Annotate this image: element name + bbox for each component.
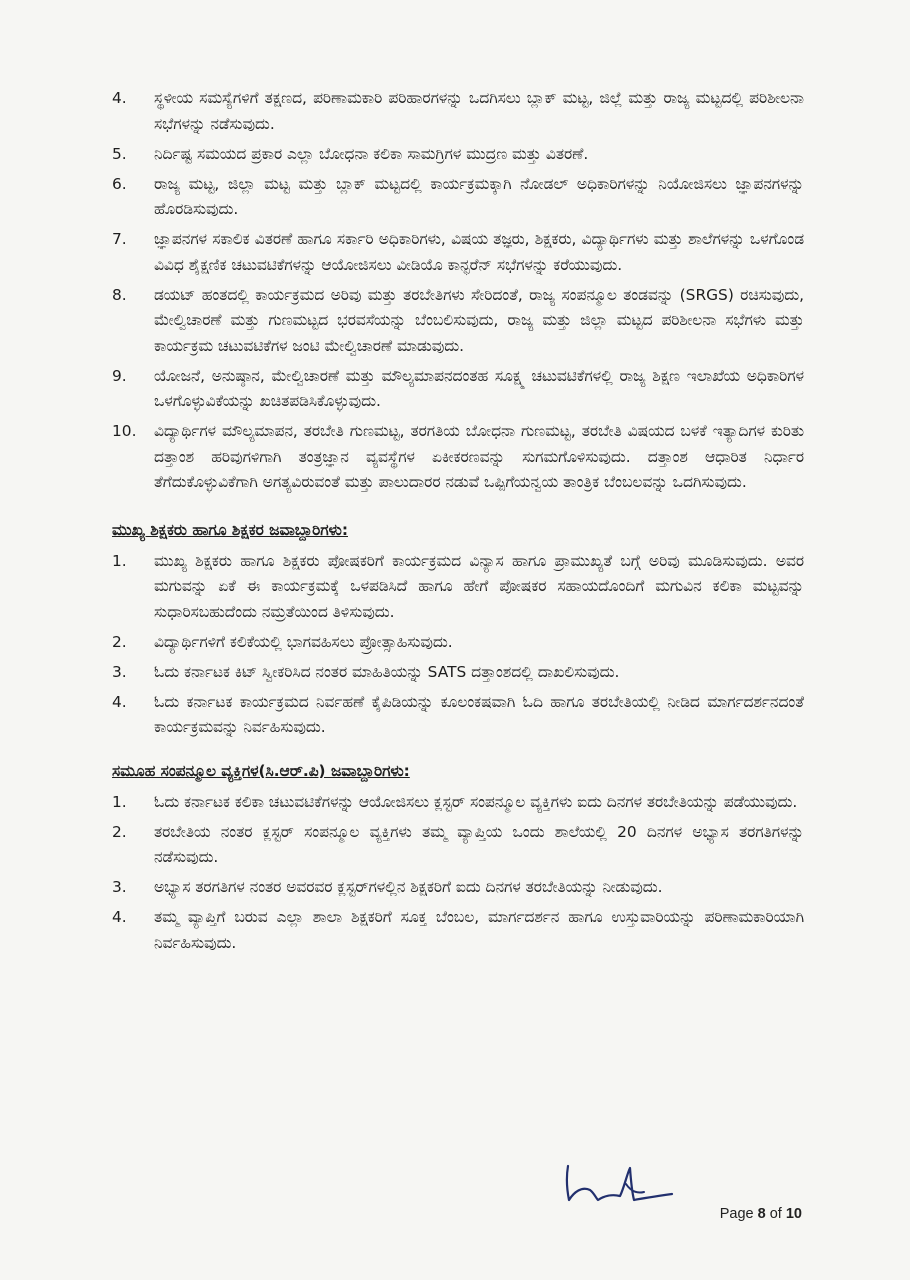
item-number: 10.	[112, 422, 137, 440]
list-item	[112, 227, 804, 278]
list-item	[112, 690, 804, 741]
item-text: ಮುಖ್ಯ ಶಿಕ್ಷಕರು ಹಾಗೂ ಶಿಕ್ಷಕರು ಪೋಷಕರಿಗೆ ಕಾರ್ಯಕ್ರಮದ ವಿನ್ಯಾಸ ಹಾಗೂ ಪ್ರಾಮುಖ್ಯತೆ ಬಗ್ಗೆ ಅರಿವು ಮೂಡಿಸುವುದು. ಅವರ ಮಗುವನ್ನು ಏಕೆ ಈ ಕಾರ್ಯಕ್ರಮಕ್ಕೆ ಒಳಪಡಿಸಿದೆ ಹಾಗೂ ಹೇಗೆ ಪೋಷಕರ ಸಹಾಯದೊಂದಿಗೆ ಮಗುವಿನ ಕಲಿಕಾ ಮಟ್ಟವನ್ನು ಸುಧಾರಿಸಬಹುದೆಂದು ನಮ್ರತೆಯಿಂದ ತಿಳಿಸುವುದು.	[154, 551, 804, 621]
section-heading-teachers: ಮುಖ್ಯ ಶಿಕ್ಷಕರು ಹಾಗೂ ಶಿಕ್ಷಕರ ಜವಾಬ್ದಾರಿಗಳು:	[112, 520, 348, 539]
page-content	[112, 86, 804, 961]
item-text: ತರಬೇತಿಯ ನಂತರ ಕ್ಲಸ್ಟರ್ ಸಂಪನ್ಮೂಲ ವ್ಯಕ್ತಿಗಳು ತಮ್ಮ ವ್ಯಾಪ್ತಿಯ ಒಂದು ಶಾಲೆಯಲ್ಲಿ 20 ದಿನಗಳ ಅಭ್ಯಾಸ ತರಗತಿಗಳನ್ನು ನಡೆಸುವುದು.	[154, 822, 804, 866]
item-text: ನಿರ್ದಿಷ್ಟ ಸಮಯದ ಪ್ರಕಾರ ಎಲ್ಲಾ ಬೋಧನಾ ಕಲಿಕಾ ಸಾಮಗ್ರಿಗಳ ಮುದ್ರಣ ಮತ್ತು ವಿತರಣೆ.	[154, 144, 589, 163]
list-item	[112, 630, 804, 656]
page-number-footer	[720, 1206, 802, 1222]
current-page-number: 8	[757, 1206, 766, 1222]
item-text: ವಿದ್ಯಾರ್ಥಿಗಳ ಮೌಲ್ಯಮಾಪನ, ತರಬೇತಿ ಗುಣಮಟ್ಟ, ತರಗತಿಯ ಬೋಧನಾ ಗುಣಮಟ್ಟ, ತರಬೇತಿ ವಿಷಯದ ಬಳಕೆ ಇತ್ಯಾದಿಗಳ ಕುರಿತು ದತ್ತಾಂಶ ಹರಿವುಗಳಿಗಾಗಿ ತಂತ್ರಜ್ಞಾನ ವ್ಯವಸ್ಥೆಗಳ ಏಕೀಕರಣವನ್ನು ಸುಗಮಗೊಳಿಸುವುದು. ದತ್ತಾಂಶ ಆಧಾರಿತ ನಿರ್ಧಾರ ತೆಗೆದುಕೊಳ್ಳುವಿಕೆಗಾಗಿ ಅಗತ್ಯವಿರುವಂತೆ ಮತ್ತು ಪಾಲುದಾರರ ನಡುವೆ ಒಪ್ಪಿಗೆಯನ್ವಯ ತಾಂತ್ರಿಕ ಬೆಂಬಲವನ್ನು ಒದಗಿಸುವುದು.	[154, 422, 804, 491]
item-number: 2.	[112, 632, 127, 651]
list-item	[112, 172, 804, 223]
item-text: ಸ್ಥಳೀಯ ಸಮಸ್ಯೆಗಳಿಗೆ ತಕ್ಷಣದ, ಪರಿಣಾಮಕಾರಿ ಪರಿಹಾರಗಳನ್ನು ಒದಗಿಸಲು ಬ್ಲಾಕ್ ಮಟ್ಟ, ಜಿಲ್ಲೆ ಮತ್ತು ರಾಜ್ಯ ಮಟ್ಟದಲ್ಲಿ ಪರಿಶೀಲನಾ ಸಭೆಗಳನ್ನು ನಡೆಸುವುದು.	[154, 89, 804, 133]
item-text: ರಾಜ್ಯ ಮಟ್ಟ, ಜಿಲ್ಲಾ ಮಟ್ಟ ಮತ್ತು ಬ್ಲಾಕ್ ಮಟ್ಟದಲ್ಲಿ ಕಾರ್ಯಕ್ರಮಕ್ಕಾಗಿ ನೋಡಲ್ ಅಧಿಕಾರಿಗಳನ್ನು ನಿಯೋಜಿಸಲು ಜ್ಞಾಪನಗಳನ್ನು ಹೊರಡಿಸುವುದು.	[154, 174, 804, 218]
section-heading-crp: ಸಮೂಹ ಸಂಪನ್ಮೂಲ ವ್ಯಕ್ತಿಗಳ(ಸಿ.ಆರ್.ಪಿ) ಜವಾಬ್ದಾರಿಗಳು:	[112, 761, 410, 780]
item-number: 5.	[112, 144, 127, 163]
list-item	[112, 419, 804, 496]
handwritten-signature-icon	[560, 1160, 680, 1214]
page-word: Page	[719, 1206, 754, 1222]
list-item	[112, 142, 804, 168]
item-number: 4.	[112, 692, 127, 711]
item-text: ಡಯಟ್ ಹಂತದಲ್ಲಿ ಕಾರ್ಯಕ್ರಮದ ಅರಿವು ಮತ್ತು ತರಬೇತಿಗಳು ಸೇರಿದಂತೆ, ರಾಜ್ಯ ಸಂಪನ್ಮೂಲ ತಂಡವನ್ನು (SRGS) ರಚಿಸುವುದು, ಮೇಲ್ವಿಚಾರಣೆ ಮತ್ತು ಗುಣಮಟ್ಟದ ಭರವಸೆಯನ್ನು ಬೆಂಬಲಿಸುವುದು, ರಾಜ್ಯ ಮತ್ತು ಜಿಲ್ಲಾ ಮಟ್ಟದ ಪರಿಶೀಲನಾ ಸಭೆಗಳು ಮತ್ತು ಕಾರ್ಯಕ್ರಮ ಚಟುವಟಿಕೆಗಳ ಜಂಟಿ ಮೇಲ್ವಿಚಾರಣೆ ಮಾಡುವುದು.	[154, 285, 804, 355]
of-word: of	[769, 1206, 782, 1222]
item-text: ತಮ್ಮ ವ್ಯಾಪ್ತಿಗೆ ಬರುವ ಎಲ್ಲಾ ಶಾಲಾ ಶಿಕ್ಷಕರಿಗೆ ಸೂಕ್ತ ಬೆಂಬಲ, ಮಾರ್ಗದರ್ಶನ ಹಾಗೂ ಉಸ್ತುವಾರಿಯನ್ನು ಪರಿಣಾಮಕಾರಿಯಾಗಿ ನಿರ್ವಹಿಸುವುದು.	[154, 908, 804, 952]
list-item	[112, 86, 804, 137]
list-item	[112, 283, 804, 360]
item-text: ಓದು ಕರ್ನಾಟಕ ಕಾರ್ಯಕ್ರಮದ ನಿರ್ವಹಣೆ ಕೈಪಿಡಿಯನ್ನು ಕೂಲಂಕಷವಾಗಿ ಓದಿ ಹಾಗೂ ತರಬೇತಿಯಲ್ಲಿ ನೀಡಿದ ಮಾರ್ಗದರ್ಶನದಂತೆ ಕಾರ್ಯಕ್ರಮವನ್ನು ನಿರ್ವಹಿಸುವುದು.	[154, 692, 804, 736]
list-item	[112, 875, 804, 901]
item-number: 1.	[112, 792, 127, 811]
item-number: 8.	[112, 285, 127, 304]
teachers-responsibilities-list	[112, 549, 804, 741]
signature-svg	[560, 1160, 680, 1210]
item-number: 4.	[112, 908, 127, 926]
list-item	[112, 790, 804, 816]
list-item	[112, 660, 804, 686]
item-text: ಯೋಜನೆ, ಅನುಷ್ಠಾನ, ಮೇಲ್ವಿಚಾರಣೆ ಮತ್ತು ಮೌಲ್ಯಮಾಪನದಂತಹ ಸೂಕ್ಷ್ಮ ಚಟುವಟಿಕೆಗಳಲ್ಲಿ ರಾಜ್ಯ ಶಿಕ್ಷಣ ಇಲಾಖೆಯ ಅಧಿಕಾರಿಗಳ ಒಳಗೊಳ್ಳುವಿಕೆಯನ್ನು ಖಚಿತಪಡಿಸಿಕೊಳ್ಳುವುದು.	[154, 366, 804, 410]
responsibilities-list-continued	[112, 86, 804, 496]
item-number: 3.	[112, 662, 127, 681]
list-item	[112, 820, 804, 871]
item-number: 7.	[112, 230, 127, 248]
item-number: 1.	[112, 551, 127, 570]
total-pages-number: 10	[785, 1206, 802, 1222]
item-text: ಅಭ್ಯಾಸ ತರಗತಿಗಳ ನಂತರ ಅವರವರ ಕ್ಲಸ್ಟರ್‌ಗಳಲ್ಲಿನ ಶಿಕ್ಷಕರಿಗೆ ಐದು ದಿನಗಳ ತರಬೇತಿಯನ್ನು ನೀಡುವುದು.	[154, 878, 663, 896]
crp-responsibilities-list	[112, 790, 804, 957]
item-number: 3.	[112, 878, 127, 896]
item-text: ವಿದ್ಯಾರ್ಥಿಗಳಿಗೆ ಕಲಿಕೆಯಲ್ಲಿ ಭಾಗವಹಿಸಲು ಪ್ರೋತ್ಸಾಹಿಸುವುದು.	[154, 632, 453, 651]
list-item	[112, 364, 804, 415]
item-number: 6.	[112, 174, 127, 193]
item-number: 2.	[112, 822, 127, 841]
list-item	[112, 905, 804, 956]
item-text: ಓದು ಕರ್ನಾಟಕ ಕಿಟ್ ಸ್ವೀಕರಿಸಿದ ನಂತರ ಮಾಹಿತಿಯನ್ನು SATS ದತ್ತಾಂಶದಲ್ಲಿ ದಾಖಲಿಸುವುದು.	[154, 662, 620, 681]
item-text: ಓದು ಕರ್ನಾಟಕ ಕಲಿಕಾ ಚಟುವಟಿಕೆಗಳನ್ನು ಆಯೋಜಿಸಲು ಕ್ಲಸ್ಟರ್ ಸಂಪನ್ಮೂಲ ವ್ಯಕ್ತಿಗಳು ಐದು ದಿನಗಳ ತರಬೇತಿಯನ್ನು ಪಡೆಯುವುದು.	[154, 792, 798, 811]
list-item	[112, 549, 804, 626]
item-number: 9.	[112, 366, 127, 385]
item-number: 4.	[112, 89, 127, 107]
item-text: ಜ್ಞಾಪನಗಳ ಸಕಾಲಿಕ ವಿತರಣೆ ಹಾಗೂ ಸರ್ಕಾರಿ ಅಧಿಕಾರಿಗಳು, ವಿಷಯ ತಜ್ಞರು, ಶಿಕ್ಷಕರು, ವಿದ್ಯಾರ್ಥಿಗಳು ಮತ್ತು ಶಾಲೆಗಳನ್ನು ಒಳಗೊಂಡ ವಿವಿಧ ಶೈಕ್ಷಣಿಕ ಚಟುವಟಿಕೆಗಳನ್ನು ಆಯೋಜಿಸಲು ವೀಡಿಯೊ ಕಾನ್ಫರೆನ್ ಸಭೆಗಳನ್ನು ಕರೆಯುವುದು.	[154, 230, 804, 274]
